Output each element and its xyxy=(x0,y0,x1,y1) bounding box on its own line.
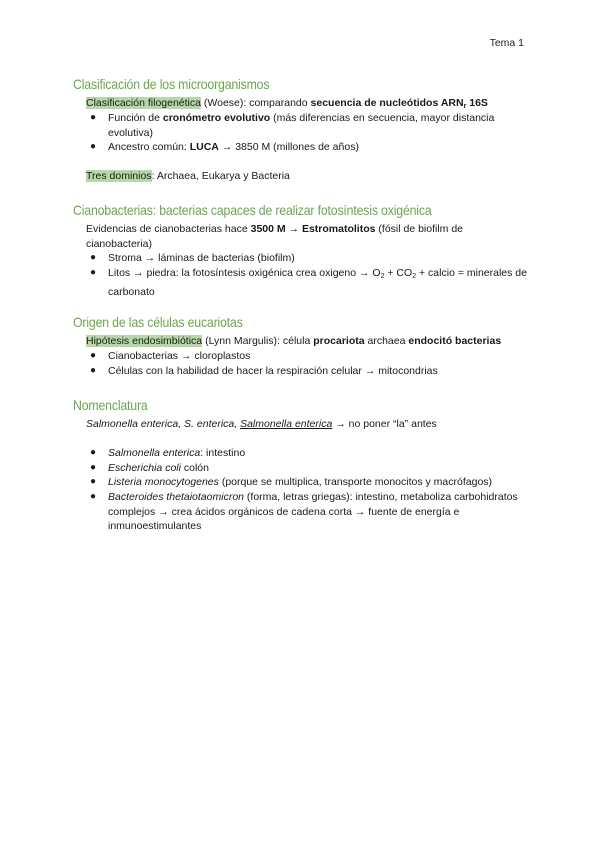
bullet-icon: ● xyxy=(90,462,97,473)
section-title-clasificacion: Clasificación de los microorganismos xyxy=(73,76,270,92)
evidencias-paragraph: Evidencias de cianobacterias hace 3500 M → Estromatolitos (fósil de biofilm de cianobacteria) xyxy=(86,223,464,250)
tres-dominios-line: Tres dominios: Archaea, Eukarya y Bacteria xyxy=(86,170,290,182)
highlight-tres-dominios: Tres dominios xyxy=(86,170,152,182)
bullet-icon: ● xyxy=(90,365,97,376)
list-item: ● Cianobacterias → cloroplastos xyxy=(90,350,251,362)
bullet-icon: ● xyxy=(90,447,97,458)
bullet-icon: ● xyxy=(90,141,97,152)
bullet-icon: ● xyxy=(90,252,97,263)
list-item: ● Stroma → láminas de bacterias (biofilm) xyxy=(90,252,295,264)
bullet-icon: ● xyxy=(90,350,97,361)
bullet-icon: ● xyxy=(90,112,97,123)
highlight-clasificacion-filogenetica: Clasificación filogenética xyxy=(86,97,201,109)
section-title-origen: Origen de las células eucariotas xyxy=(73,314,243,330)
list-item: ● Bacteroides thetaiotaomicron (forma, letras griegas): intestino, metaboliza carbohidratos complejos → crea ácidos orgánicos de cadena corta → fuente de energía e inmunoestimulantes xyxy=(90,491,518,532)
bullet-icon: ● xyxy=(90,491,97,502)
section-title-nomenclatura: Nomenclatura xyxy=(73,397,148,413)
hipotesis-line: Hipótesis endosimbiótica (Lynn Margulis): célula procariota archaea endocitó bacterias xyxy=(86,335,502,347)
bullet-icon: ● xyxy=(90,476,97,487)
list-item: ● Salmonella enterica: intestino xyxy=(90,447,246,459)
highlight-hipotesis: Hipótesis endosimbiótica xyxy=(86,335,203,347)
bullet-icon: ● xyxy=(90,267,97,278)
list-item: ● Función de cronómetro evolutivo (más diferencias en secuencia, mayor distancia evolutiva) xyxy=(90,112,495,139)
list-item: ● Escherichia coli colón xyxy=(90,462,209,474)
list-item: ● Listeria monocytogenes (porque se multiplica, transporte monocitos y macrófagos) xyxy=(90,476,493,488)
section-title-cianobacterias: Cianobacterias: bacterias capaces de realizar fotosíntesis oxigénica xyxy=(73,202,432,218)
clasificacion-intro: Clasificación filogenética (Woese): comparando secuencia de nucleótidos $ARN_r$ 16S xyxy=(86,97,488,110)
page-header: Tema 1 xyxy=(489,37,524,49)
list-item: ● Ancestro común: LUCA → 3850 M (millones de años) xyxy=(90,141,359,153)
list-item: ● Litos → piedra: la fotosíntesis oxigénica crea oxigeno → $O_2 + CO_2$ + calcio = minerales de carbonato xyxy=(90,267,527,298)
list-item: ● Células con la habilidad de hacer la respiración celular → mitocondrias xyxy=(90,365,438,377)
nomenclatura-line: Salmonella enterica, S. enterica, Salmonella enterica → no poner “la” antes xyxy=(86,418,437,430)
